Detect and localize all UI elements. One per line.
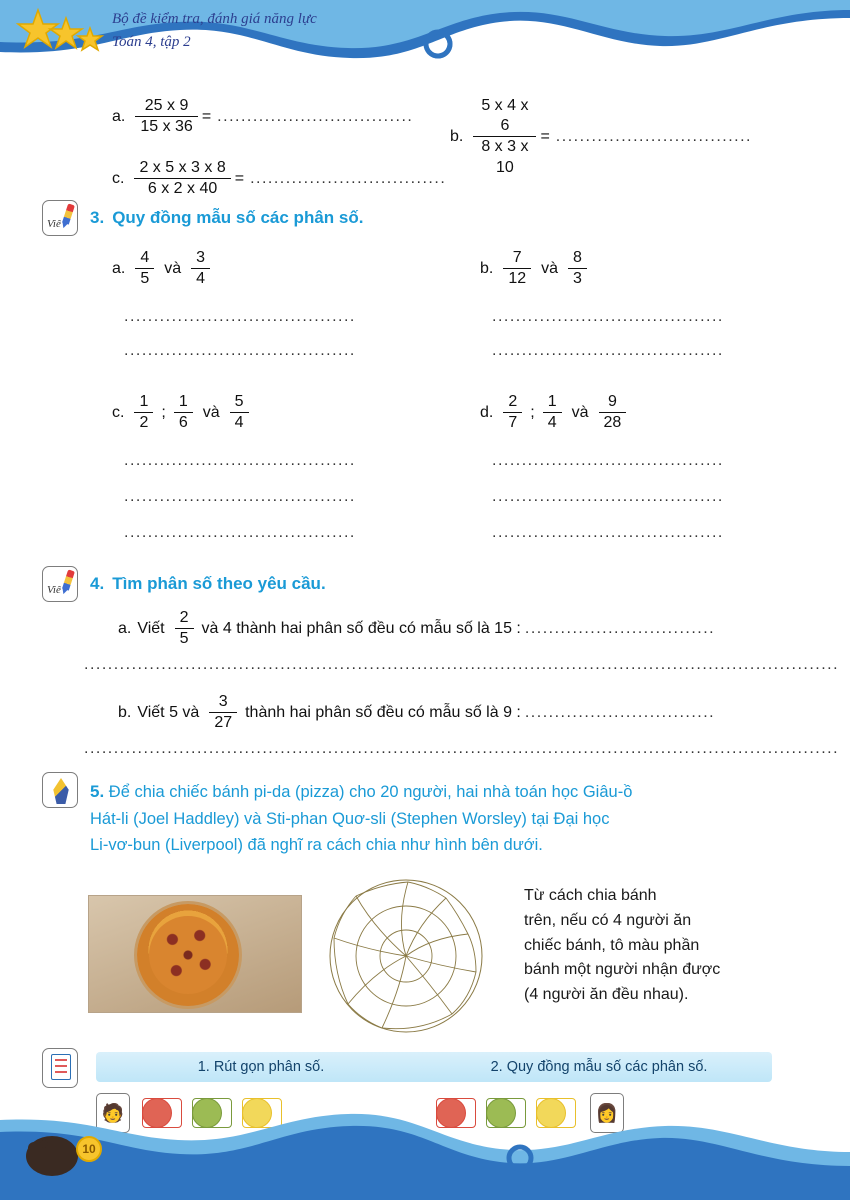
ex3-c-answer-line-1[interactable]: ....................................... <box>124 452 356 469</box>
ex4-b-num: 3 <box>209 692 237 713</box>
ex4-b-midtext: thành hai phân số đều có mẫu số là 9 : <box>245 703 521 721</box>
ex3-c-joiner-2: và <box>202 403 220 421</box>
write-icon-2 <box>42 566 78 602</box>
ex3-c-fraction-3 <box>230 392 249 434</box>
ex3-d-answer-line-1[interactable]: ....................................... <box>492 452 724 469</box>
ex3-d-fraction-2 <box>543 392 562 434</box>
ex2-item-a <box>112 96 413 138</box>
ex2-a-numerator: 25 x 9 <box>135 96 197 117</box>
header-line-1: Bộ đề kiểm tra, đánh giá năng lực <box>112 11 317 27</box>
ex3-b-answer-line-1[interactable]: ....................................... <box>492 308 724 325</box>
ex2-c-denominator: 6 x 2 x 40 <box>147 180 218 197</box>
ex3-a-label: a. <box>112 259 126 277</box>
ex3-d-f1-den: 7 <box>508 414 518 431</box>
eval-item-2: 2. Quy đồng mẫu số các phân số. <box>490 1059 708 1075</box>
exercise-4-heading <box>90 574 326 594</box>
ex2-b-numerator: 5 x 4 x 6 <box>473 96 536 137</box>
ex3-d-fraction-1 <box>503 392 522 434</box>
ex2-b-equals: = <box>540 128 550 146</box>
pencil-icon-2 <box>62 569 75 590</box>
ex3-b-f1-den: 12 <box>508 270 527 287</box>
ex3-a-fraction-1 <box>135 248 154 290</box>
ex3-b-f1-num: 7 <box>503 248 531 269</box>
ex3-c-f2-num: 1 <box>174 392 193 413</box>
ex2-c-equals: = <box>234 169 245 187</box>
ex4-a-num: 2 <box>175 608 194 629</box>
eval-item-1: 1. Rút gọn phân số. <box>197 1059 325 1075</box>
ex3-d-joiner-1: ; <box>530 403 535 421</box>
ex2-item-b <box>450 96 752 179</box>
exercise-5-block <box>90 778 770 859</box>
pizza-division-diagram[interactable] <box>326 876 486 1036</box>
bottom-decorative-wave <box>0 1108 850 1200</box>
ex3-a-f2-den: 4 <box>196 270 206 287</box>
ex3-c-f1-num: 1 <box>134 392 153 413</box>
ex2-c-numerator: 2 x 5 x 3 x 8 <box>134 158 230 179</box>
ex3-a-fraction-2 <box>191 248 210 290</box>
ex4-b-answer-blank[interactable]: ................................ <box>524 703 716 721</box>
exercise-5-text-3: Li-vơ-bun (Liverpool) đã nghĩ ra cách chia như hình bên dưới. <box>90 836 543 855</box>
ex3-b-fraction-1 <box>503 248 531 290</box>
ex3-item-d <box>480 392 630 434</box>
exercise-5-text-1: Để chia chiếc bánh pi-da (pizza) cho 20 người, hai nhà toán học Giâu-ồ <box>108 783 633 801</box>
header-line-2: Toán 4, tập 2 <box>112 34 191 51</box>
ex3-d-fraction-3 <box>599 392 627 434</box>
ex2-a-denominator: 15 x 36 <box>140 118 193 135</box>
note-line-4: bánh một người nhận được <box>524 961 721 979</box>
ex3-item-a <box>112 248 214 290</box>
ex4-item-b <box>118 692 715 734</box>
ex3-c-f1-den: 2 <box>139 414 149 431</box>
write-icon-2-label: Viê <box>47 584 61 596</box>
ex3-a-f1-den: 5 <box>140 270 150 287</box>
boy-avatar-icon: 🧑 <box>96 1093 130 1133</box>
ex3-c-f3-den: 4 <box>234 414 244 431</box>
book-header <box>112 8 317 55</box>
ex3-b-f2-num: 8 <box>568 248 587 269</box>
ex4-b-pretext: Viết 5 và <box>137 703 200 721</box>
ex3-b-f2-den: 3 <box>573 270 582 287</box>
exercise-5-text-2: Hát-li (Joel Haddley) và Sti-phan Quơ-sli (Stephen Worsley) tại Đại học <box>90 809 610 828</box>
ex2-b-answer-blank[interactable]: ................................. <box>555 128 752 146</box>
ex4-b-label: b. <box>118 703 132 721</box>
ex3-c-joiner-1: ; <box>161 403 166 421</box>
ex3-d-f2-den: 4 <box>547 414 557 431</box>
write-icon-label: Viê <box>47 218 61 230</box>
ex3-a-joiner: và <box>164 259 182 277</box>
ex3-item-b <box>480 248 591 290</box>
ex2-a-answer-blank[interactable]: ................................. <box>217 107 414 125</box>
ex3-d-joiner-2: và <box>571 403 589 421</box>
ex3-c-answer-line-2[interactable]: ....................................... <box>124 488 356 505</box>
ex4-b-fraction <box>209 692 237 734</box>
write-icon <box>42 200 78 236</box>
ex2-c-label: c. <box>112 169 125 187</box>
ex4-a-answer-blank[interactable]: ................................ <box>524 619 716 637</box>
ex2-b-denominator: 8 x 3 x 10 <box>481 138 529 176</box>
ex2-item-c <box>112 158 446 200</box>
ex3-b-fraction-2 <box>568 248 587 290</box>
ex4-a-label: a. <box>118 619 132 637</box>
rocket-shape-icon <box>50 778 72 804</box>
ex3-d-f1-num: 2 <box>503 392 522 413</box>
ex3-d-answer-line-2[interactable]: ....................................... <box>492 488 724 505</box>
ex4-a-fraction <box>175 608 194 650</box>
exercise-4-title: Tìm phân số theo yêu cầu. <box>112 574 326 593</box>
exercise-3-number: 3. <box>90 208 105 227</box>
exercise-4-number: 4. <box>90 574 105 593</box>
ex3-item-c <box>112 392 253 434</box>
ex3-d-f3-num: 9 <box>599 392 627 413</box>
pizza-photo <box>88 895 302 1013</box>
ex2-c-answer-blank[interactable]: ................................. <box>250 169 447 187</box>
pizza-image <box>137 904 239 1006</box>
ex3-c-fraction-2 <box>174 392 193 434</box>
ex4-a-den: 5 <box>179 630 189 647</box>
ex3-c-label: c. <box>112 403 125 421</box>
ex3-d-label: d. <box>480 403 494 421</box>
ex3-a-answer-line-2[interactable]: ....................................... <box>124 342 356 359</box>
ex4-a-midtext: và 4 thành hai phân số đều có mẫu số là 15 : <box>201 619 521 637</box>
ex3-d-f3-den: 28 <box>603 414 622 431</box>
ex4-item-a <box>118 608 715 650</box>
ex3-a-f2-num: 3 <box>191 248 210 269</box>
ex2-a-fraction <box>135 96 197 138</box>
ex3-b-label: b. <box>480 259 494 277</box>
ex2-c-fraction <box>134 158 230 200</box>
exercise-5-line-1 <box>90 778 770 806</box>
ex3-c-fraction-1 <box>134 392 153 434</box>
rocket-icon <box>42 772 78 808</box>
ex4-b-answer-line[interactable]: ............................................................................................................................... <box>84 740 840 757</box>
ex2-a-label: a. <box>112 107 126 125</box>
ex3-a-answer-line-1[interactable]: ....................................... <box>124 308 356 325</box>
ex4-a-answer-line[interactable]: ............................................................................................................................... <box>84 656 840 673</box>
ex3-c-f3-num: 5 <box>230 392 249 413</box>
ex3-d-f2-num: 1 <box>543 392 562 413</box>
exercise-3-heading <box>90 208 363 228</box>
exercise-5-note <box>524 884 772 1008</box>
note-line-1: Từ cách chia bánh <box>524 887 657 904</box>
note-line-2: trên, nếu có 4 người ăn <box>524 911 692 929</box>
ex3-c-f2-den: 6 <box>178 414 188 431</box>
pencil-icon <box>62 203 75 224</box>
ex2-a-equals: = <box>201 107 212 125</box>
ex3-b-answer-line-2[interactable]: ....................................... <box>492 342 724 359</box>
exercise-5-number: 5. <box>90 782 105 801</box>
ex3-d-answer-line-3[interactable]: ....................................... <box>492 524 724 541</box>
note-line-3: chiếc bánh, tô màu phần <box>524 936 700 954</box>
page-number: 10 <box>76 1136 102 1162</box>
exercise-3-title: Quy đồng mẫu số các phân số. <box>112 208 364 227</box>
ex2-b-fraction <box>473 96 536 179</box>
ex4-b-den: 27 <box>214 714 233 731</box>
ex2-b-label: b. <box>450 128 464 146</box>
self-evaluation-bar <box>96 1052 772 1082</box>
ex3-b-joiner: và <box>541 259 559 277</box>
ex3-a-f1-num: 4 <box>135 248 154 269</box>
document-sheet-icon <box>51 1054 71 1080</box>
ex3-c-answer-line-3[interactable]: ....................................... <box>124 524 356 541</box>
girl-avatar-icon: 👩 <box>590 1093 624 1133</box>
ex4-a-pretext: Viết <box>137 619 165 637</box>
document-icon <box>42 1048 78 1088</box>
note-line-5: (4 người ăn đều nhau). <box>524 986 689 1004</box>
